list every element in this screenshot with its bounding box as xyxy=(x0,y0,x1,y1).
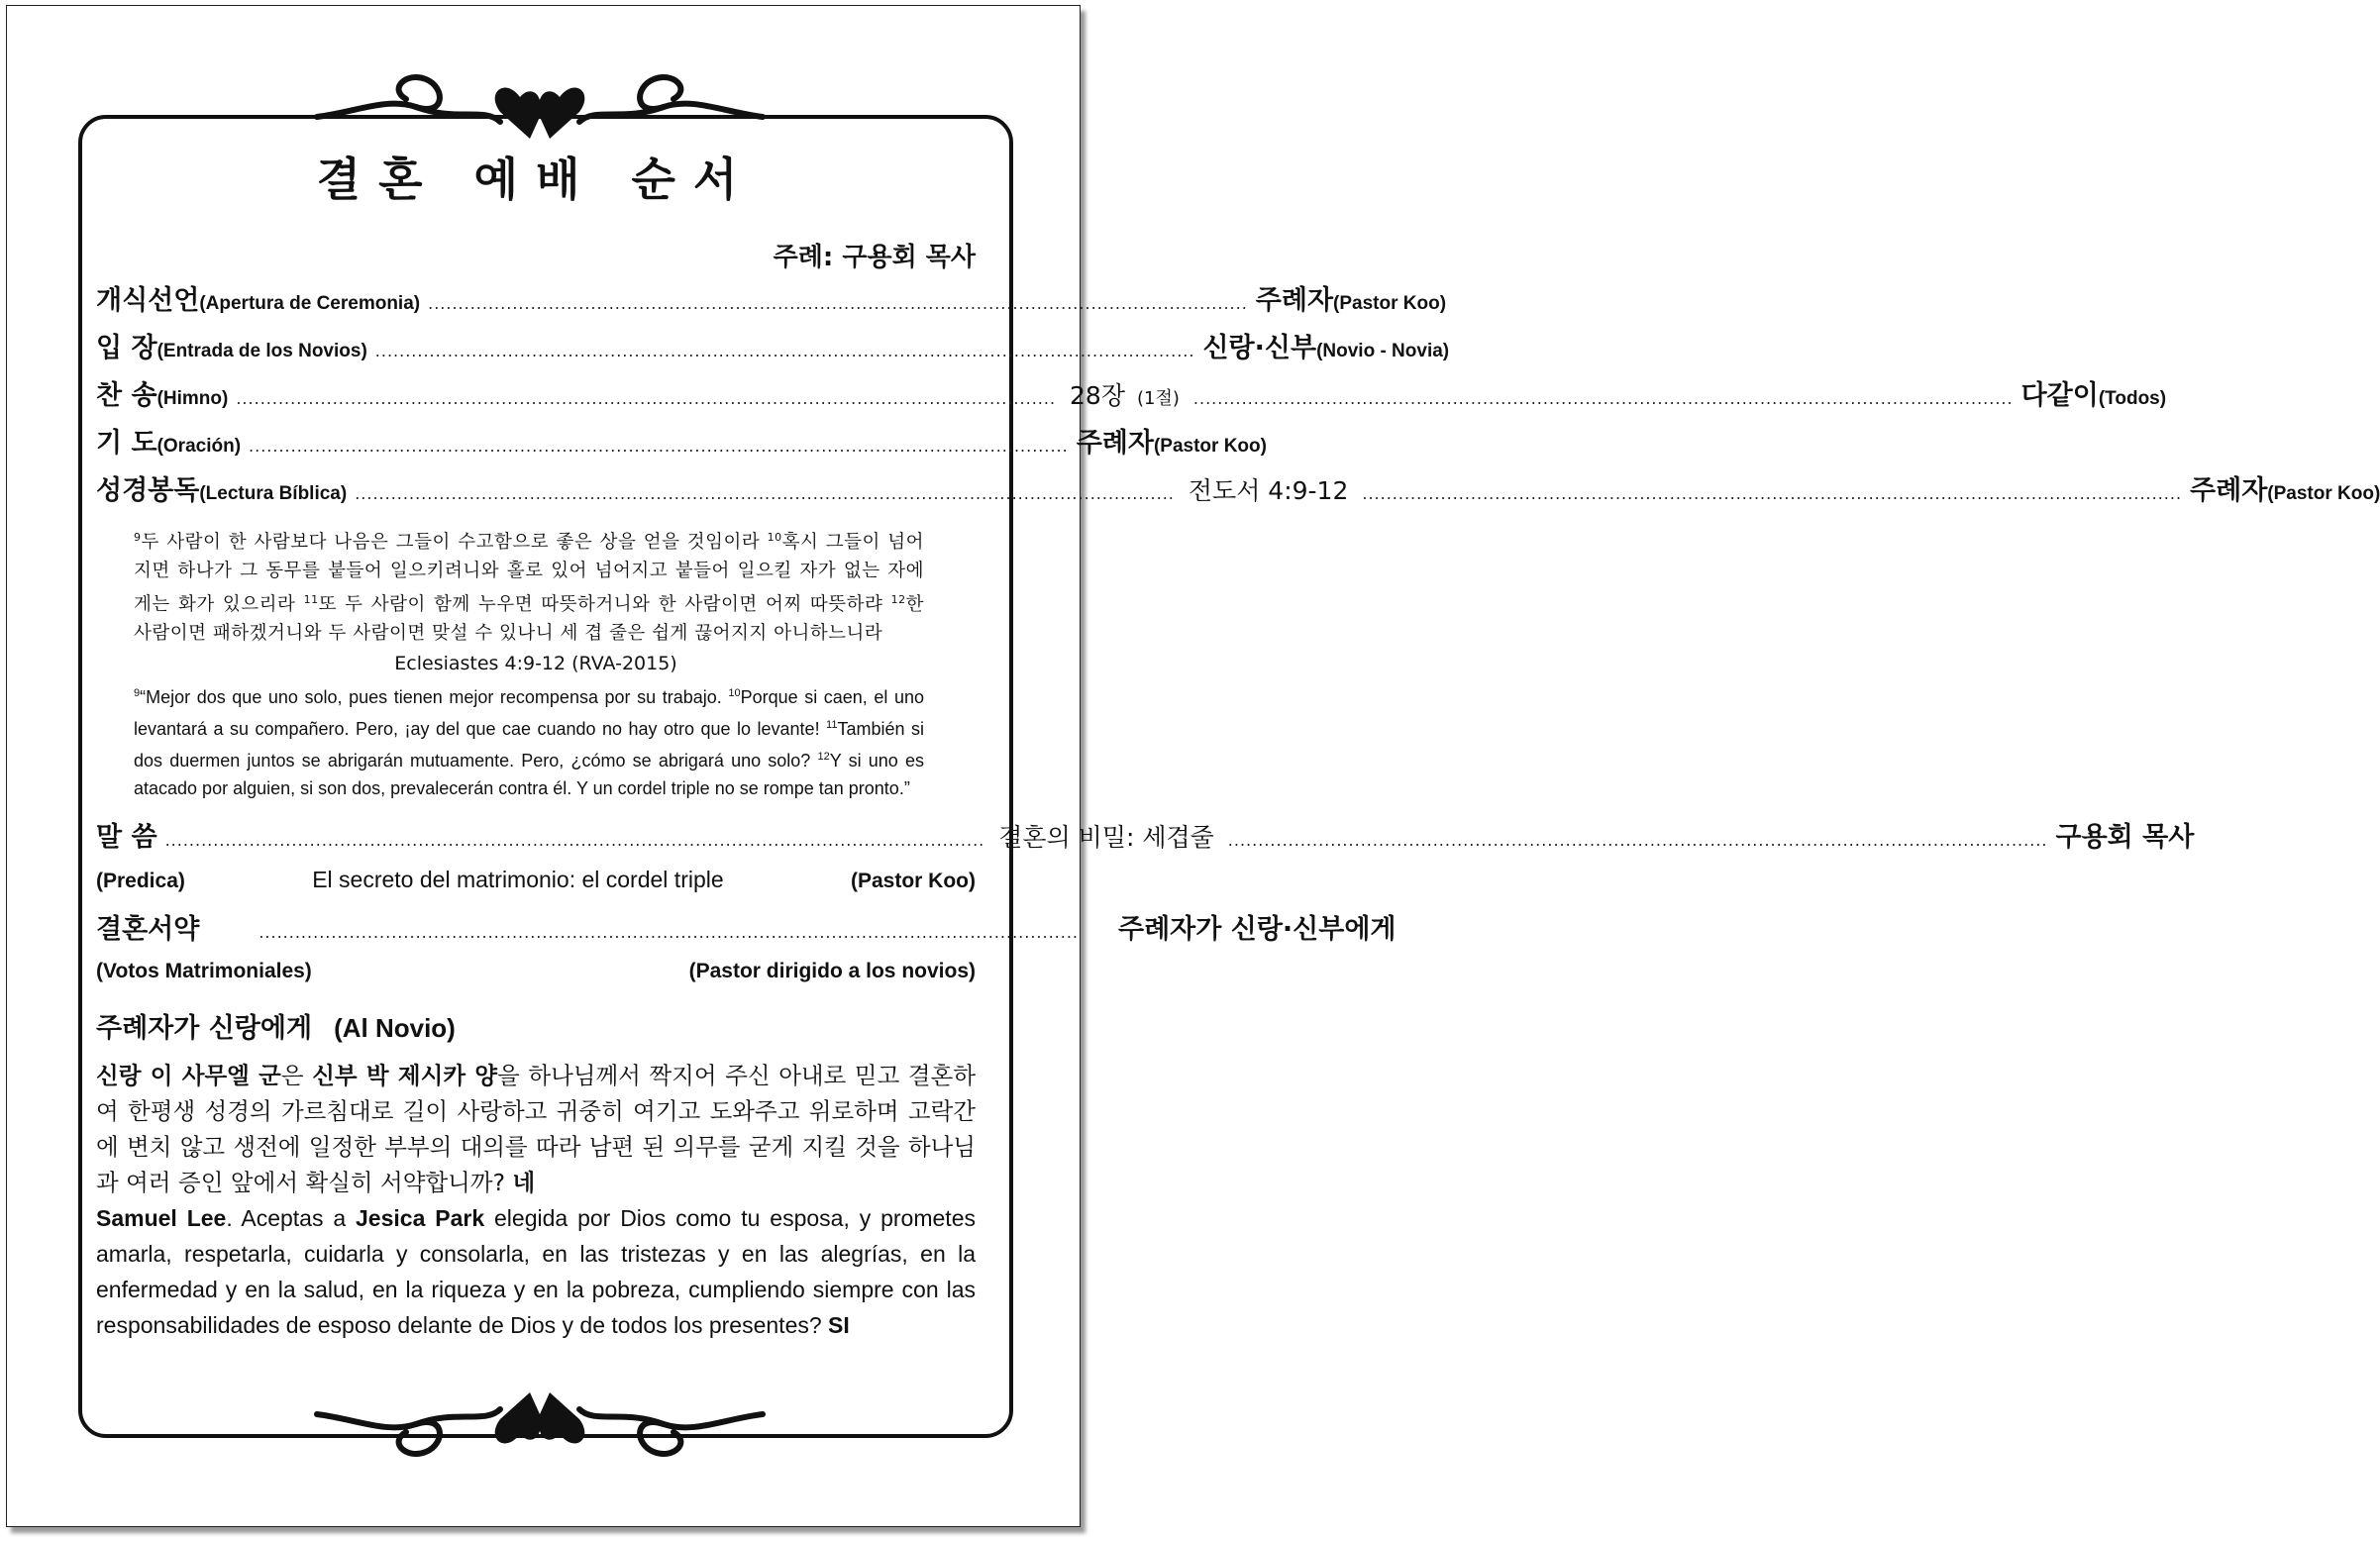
program-item-label-es: (Entrada de los Novios) xyxy=(156,341,367,361)
verse-number: 9 xyxy=(134,531,142,544)
leader-dots: ........................................................................................................................................ xyxy=(1192,389,2014,408)
program-item-label-es: (Himno) xyxy=(156,388,229,409)
program-item xyxy=(96,277,1447,325)
verse-korean xyxy=(134,523,924,648)
vows-row xyxy=(96,907,1397,953)
sermon-row xyxy=(96,816,2195,860)
verse-text: “Mejor dos que uno solo, pues tienen mejor recompensa por su trabajo. xyxy=(140,687,729,708)
vows-row-es xyxy=(96,953,976,990)
sermon-row-es xyxy=(96,860,976,899)
program-item-leader: 다같이 xyxy=(2020,380,2099,411)
verse-number: 12 xyxy=(890,593,906,607)
verse-number: 12 xyxy=(817,751,830,764)
groom-name-ko: 신랑 이 사무엘 군 xyxy=(96,1062,281,1090)
program-item-label: 찬 송 xyxy=(96,380,157,411)
verse-text: 또 두 사람이 함께 누우면 따뜻하거니와 한 사람이면 어찌 따뜻하랴 xyxy=(318,594,891,616)
program-item-leader-es: (Pastor Koo) xyxy=(1333,293,1447,314)
bride-name-es: Jesica Park xyxy=(356,1205,485,1232)
verse-text: Y si uno es atacado por alguien, si son dos, prevalecerán contra él. Y un cordel triple no se rompe tan pronto.” xyxy=(134,751,925,799)
program-list xyxy=(96,277,2380,515)
verse-number: 10 xyxy=(728,687,741,700)
program-item-detail: 28장 xyxy=(1070,381,1125,410)
verse-number: 11 xyxy=(303,593,319,607)
verse-spanish xyxy=(134,679,924,802)
leader-dots: ........................................................................................................................................ xyxy=(1362,484,2183,503)
leader-dots: ........................................................................................................................................ xyxy=(249,437,1069,456)
program-item xyxy=(96,420,1267,467)
sermon-preacher: 구용회 목사 xyxy=(2055,822,2195,854)
program-item-label-es: (Oración) xyxy=(156,436,242,457)
sermon-label-es: (Predica) xyxy=(96,870,185,893)
verse-text: También si dos duermen juntos se abrigarán mutuamente. Pero, ¿cómo se abrigará uno solo? xyxy=(134,719,924,771)
vow-text: 을 하나님께서 짝지어 주신 아내로 믿고 결혼하여 한평생 성경의 가르침대로 길이 사랑하고 귀중히 여기고 도와주고 위로하며 고락간에 변치 않고 생전에 일정한 부부의 대의를 따라 남편 된 의무를 굳게 지킬 것을 하나님과 여러 증인 앞에서 확실히 서약합니까? xyxy=(96,1062,977,1197)
verse-number: 10 xyxy=(767,531,782,544)
leader-dots: ........................................................................................................................................ xyxy=(164,831,985,851)
program-item-label-es: (Lectura Bíblica) xyxy=(199,483,348,504)
vow-text: . Aceptas a xyxy=(226,1205,357,1232)
program-item-leader-es: (Novio - Novia) xyxy=(1316,341,1450,361)
vow-answer-ko: 네 xyxy=(512,1169,536,1197)
bride-name-ko: 신부 박 제시카 양 xyxy=(312,1062,498,1090)
leader-dots: ........................................................................................................................................ xyxy=(1227,831,2048,851)
verse-text: 두 사람이 한 사람보다 나음은 그들이 수고함으로 좋은 상을 얻을 것임이라 xyxy=(141,532,768,554)
to-groom-heading-es: (Al Novio) xyxy=(334,1013,456,1044)
program-item-leader: 주례자 xyxy=(1255,285,1334,316)
leader-dots: ........................................................................................................................................ xyxy=(355,484,1175,503)
program-item-label: 성경봉독 xyxy=(96,475,200,506)
program-item-leader: 신랑·신부 xyxy=(1202,333,1317,363)
groom-vow-korean xyxy=(96,1058,976,1200)
vow-text: 은 xyxy=(280,1062,313,1090)
sermon-title-es: El secreto del matrimonio: el cordel triple xyxy=(312,867,724,893)
program-item xyxy=(96,372,2167,420)
program-item-label: 개식선언 xyxy=(96,285,200,316)
leader-dots: ........................................................................................................................................ xyxy=(236,389,1057,408)
to-groom-heading-ko: 주례자가 신랑에게 xyxy=(96,1013,313,1045)
program-item xyxy=(96,467,2380,515)
program-item-leader-es: (Pastor Koo) xyxy=(2267,483,2380,504)
program-item-detail: 전도서 4:9-12 xyxy=(1188,476,1349,505)
sermon-label: 말 씀 xyxy=(96,822,157,854)
verse-number: 11 xyxy=(826,719,838,732)
officiant-line: 주례: 구용회 목사 xyxy=(773,243,976,272)
program-item-label: 기 도 xyxy=(96,428,157,459)
verse-number: 9 xyxy=(134,687,141,700)
groom-name-es: Samuel Lee xyxy=(96,1205,227,1232)
vows-by: 주례자가 신랑·신부에게 xyxy=(1118,914,1397,946)
leader-dots: ........................................................................................................................................ xyxy=(259,923,1080,943)
sermon-title-ko: 결혼의 비밀: 세겹줄 xyxy=(998,823,1214,853)
ornament-heart-icon xyxy=(297,67,782,147)
program-item-leader-es: (Pastor Koo) xyxy=(1153,436,1267,457)
groom-vow-spanish xyxy=(96,1200,976,1343)
vows-by-es: (Pastor dirigido a los novios) xyxy=(688,960,976,983)
ornament-heart-icon-bottom xyxy=(297,1385,782,1464)
vows-label-es: (Votos Matrimoniales) xyxy=(96,960,312,983)
leader-dots: ........................................................................................................................................ xyxy=(374,342,1195,360)
verse-reference: Eclesiastes 4:9-12 (RVA-2015) xyxy=(394,653,677,675)
program-item xyxy=(96,325,1450,372)
verse-text: 한 사람이면 패하겠거니와 두 사람이면 맞설 수 있나니 세 겹 줄은 쉽게 끊어지지 아니하느니라 xyxy=(134,594,924,645)
page-title: 결혼 예배 순서 xyxy=(316,153,756,206)
vow-text: elegida por Dios como tu esposa, y prometes amarla, respetarla, cuidarla y consolarla, en las tristezas y en las alegrías, en la enfermedad y en la salud, en la riqueza y en la pobreza, cumpliendo siempre con las responsabilidades de esposo delante de Dios y de todos los presentes? xyxy=(96,1205,976,1339)
program-item-detail-small: (1절) xyxy=(1137,388,1180,409)
program-item-leader: 주례자 xyxy=(1076,428,1154,459)
leader-dots: ........................................................................................................................................ xyxy=(428,294,1248,313)
program-item-label: 입 장 xyxy=(96,333,157,363)
vow-answer-es: SI xyxy=(828,1312,850,1339)
program-content xyxy=(96,149,2380,1343)
sermon-preacher-es: (Pastor Koo) xyxy=(851,870,976,893)
program-item-leader: 주례자 xyxy=(2190,475,2268,506)
program-item-leader-es: (Todos) xyxy=(2098,388,2167,409)
to-groom-heading xyxy=(96,1002,976,1054)
vows-label: 결혼서약 xyxy=(96,914,200,946)
program-item-label-es: (Apertura de Ceremonia) xyxy=(199,293,421,314)
verse-text: 혹시 그들이 넘어지면 하나가 그 동무를 붙들어 일으키려니와 홀로 있어 넘어지고 붙들어 일으킬 자가 없는 자에게는 화가 있으리라 xyxy=(134,532,925,616)
verse-text: Porque si caen, el uno levantará a su compañero. Pero, ¡ay del que cae cuando no hay otro que lo levante! xyxy=(134,687,924,740)
